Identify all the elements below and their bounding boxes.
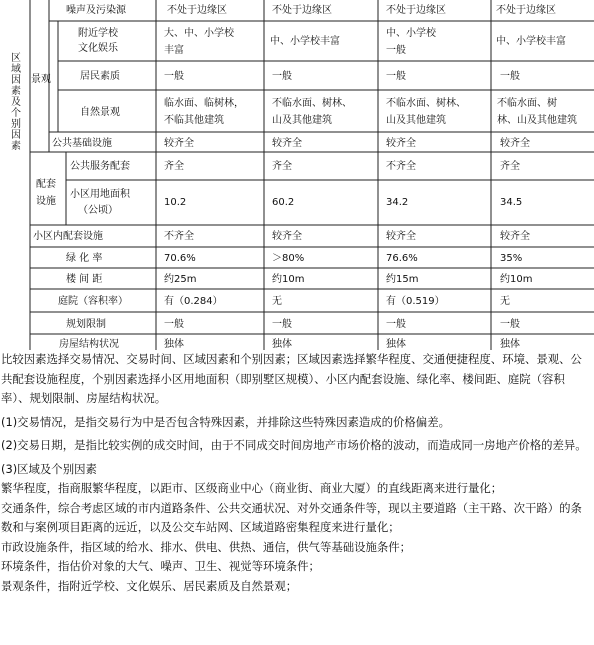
- table-cell: 较齐全: [500, 231, 530, 242]
- table-cell: 独体: [164, 339, 184, 350]
- group-label-facilities-1: 配套: [36, 179, 56, 190]
- table-cell: 一般: [164, 71, 184, 82]
- table-cell: 一般: [386, 319, 406, 330]
- row-label: 居民素质: [80, 71, 120, 82]
- table-cell: ＞80%: [272, 253, 305, 264]
- side-header: 区域因素及个别因素: [8, 52, 20, 151]
- table-cell: 34.2: [386, 197, 409, 208]
- table-cell: 约25m: [164, 274, 197, 285]
- table-cell: 不临水面、树林、: [272, 98, 352, 109]
- row-label: 小区内配套设施: [33, 231, 103, 242]
- table-cell: 35%: [500, 253, 523, 264]
- table-cell: 约10m: [500, 274, 533, 285]
- paragraph-prosperity: 繁华程度，指商服繁华程度，以距市、区级商业中心（商业街、商业大厦）的直线距离来进行量化；: [1, 481, 503, 495]
- table-cell: 76.6%: [386, 253, 418, 264]
- table-cell: 一般: [272, 71, 292, 82]
- row-label: 公共基础设施: [52, 138, 112, 149]
- group-label-facilities-2: 设施: [36, 196, 56, 207]
- paragraph-transaction-status: (1)交易情况，是指交易行为中是否包含特殊因素，并排除这些特殊因素造成的价格偏差。: [1, 414, 450, 429]
- table-cell: 齐全: [164, 161, 184, 172]
- row-label: 自然景观: [80, 107, 120, 118]
- row-label: 绿 化 率: [66, 253, 103, 264]
- row-label: 公共服务配套: [70, 161, 130, 172]
- table-cell: 齐全: [500, 161, 520, 172]
- table-cell: 有（0.284）: [164, 296, 223, 307]
- table-cell: 不处于边缘区: [167, 5, 227, 16]
- paragraph-transaction-date: (2)交易日期，是指比较实例的成交时间，由于不同成交时间房地产市场价格的波动，而造成同一房地产价格的差异。: [1, 438, 587, 452]
- table-cell: 约15m: [386, 274, 419, 285]
- table-cell: 不齐全: [386, 161, 416, 172]
- table-cell: 约10m: [272, 274, 305, 285]
- row-label: 房屋结构状况: [59, 339, 119, 350]
- table-cell: 齐全: [272, 161, 292, 172]
- table-cell: 独体: [272, 339, 292, 350]
- table-cell: 中、小学校: [386, 28, 436, 39]
- row-label: 庭院（容积率）: [58, 296, 128, 307]
- table-cell: 一般: [164, 319, 184, 330]
- table-cell: 不处于边缘区: [496, 5, 556, 16]
- table-cell: 较齐全: [386, 138, 416, 149]
- table-cell: 不处于边缘区: [272, 5, 332, 16]
- table-cell: 中、小学校丰富: [270, 36, 340, 47]
- table-cell: 不齐全: [164, 231, 194, 242]
- table-cell: 较齐全: [272, 231, 302, 242]
- table-cell: 较齐全: [272, 138, 302, 149]
- group-label-landscape: 景观: [31, 74, 51, 85]
- table-cell: 较齐全: [164, 138, 194, 149]
- row-label: 小区用地面积: [70, 189, 130, 200]
- paragraph-landscape: 景观条件，指附近学校、文化娱乐、居民素质及自然景观；: [1, 578, 298, 593]
- table-cell: 较齐全: [500, 138, 530, 149]
- row-label: 文化娱乐: [78, 43, 118, 54]
- paragraph-municipal: 市政设施条件，指区域的给水、排水、供电、供热、通信，供气等基础设施条件；: [1, 539, 412, 554]
- table-cell: 较齐全: [386, 231, 416, 242]
- table-cells: [164, 3, 577, 350]
- table-cell: 34.5: [500, 197, 523, 208]
- body-text: [0, 350, 594, 596]
- table-cell: 林、山及其他建筑: [497, 115, 577, 126]
- table-cell: 大、中、小学校: [164, 28, 234, 39]
- table-cell: 一般: [500, 319, 520, 330]
- table-cell: 一般: [386, 71, 406, 82]
- row-label: 楼 间 距: [66, 274, 103, 285]
- row-label: 附近学校: [78, 28, 118, 39]
- table-cell: 一般: [272, 319, 292, 330]
- table-cell: 不临水面、树: [497, 98, 557, 109]
- row-label: 噪声及污染源: [66, 5, 126, 16]
- paragraph-heading-factors: (3)区域及个别因素: [1, 461, 97, 476]
- row-label: 规划限制: [66, 319, 106, 330]
- table-cell: 无: [500, 296, 510, 307]
- table-cell: 中、小学校丰富: [496, 36, 566, 47]
- table-cell: 山及其他建筑: [272, 115, 332, 126]
- paragraph-environment: 环境条件，指估价对象的大气、噪声、卫生、视觉等环境条件；: [1, 559, 320, 573]
- table-cell: 丰富: [164, 45, 184, 56]
- table-cell: 独体: [500, 339, 520, 350]
- paragraph-traffic: 交通条件，综合考虑区域的市内道路条件、公共交通状况、对外交通条件等，现以主要道路（主干路、次干路）的条数和与案例项目距离的远近，以及公交车站网、区域道路密集程度来进行量化；: [1, 500, 582, 534]
- table-cell: 不临其他建筑: [164, 115, 224, 126]
- table-cell: 10.2: [164, 197, 187, 208]
- table-cell: 不处于边缘区: [386, 5, 446, 16]
- table-cell: 不临水面、树林、: [386, 98, 466, 109]
- table-cell: 山及其他建筑: [386, 115, 446, 126]
- table-cell: 一般: [500, 71, 520, 82]
- table-cell: 70.6%: [164, 253, 196, 264]
- table-cell: 有（0.519）: [386, 296, 445, 307]
- table-cell: 一般: [386, 45, 406, 56]
- table-cell: 独体: [386, 339, 406, 350]
- paragraph-intro: 比较因素选择交易情况、交易时间、区域因素和个别因素；区域因素选择繁华程度、交通便捷程度、环境、景观、公共配套设施程度，个别因素选择小区用地面积（即别墅区规模）、小区内配套设施、绿化率、楼间距、庭院（容积率）、规划限制、房屋结构状况。: [1, 352, 582, 405]
- table-cell: 60.2: [272, 197, 295, 208]
- row-label: （公顷）: [78, 205, 118, 216]
- table-cell: 临水面、临树林，: [164, 98, 244, 109]
- table-cell: 无: [272, 296, 282, 307]
